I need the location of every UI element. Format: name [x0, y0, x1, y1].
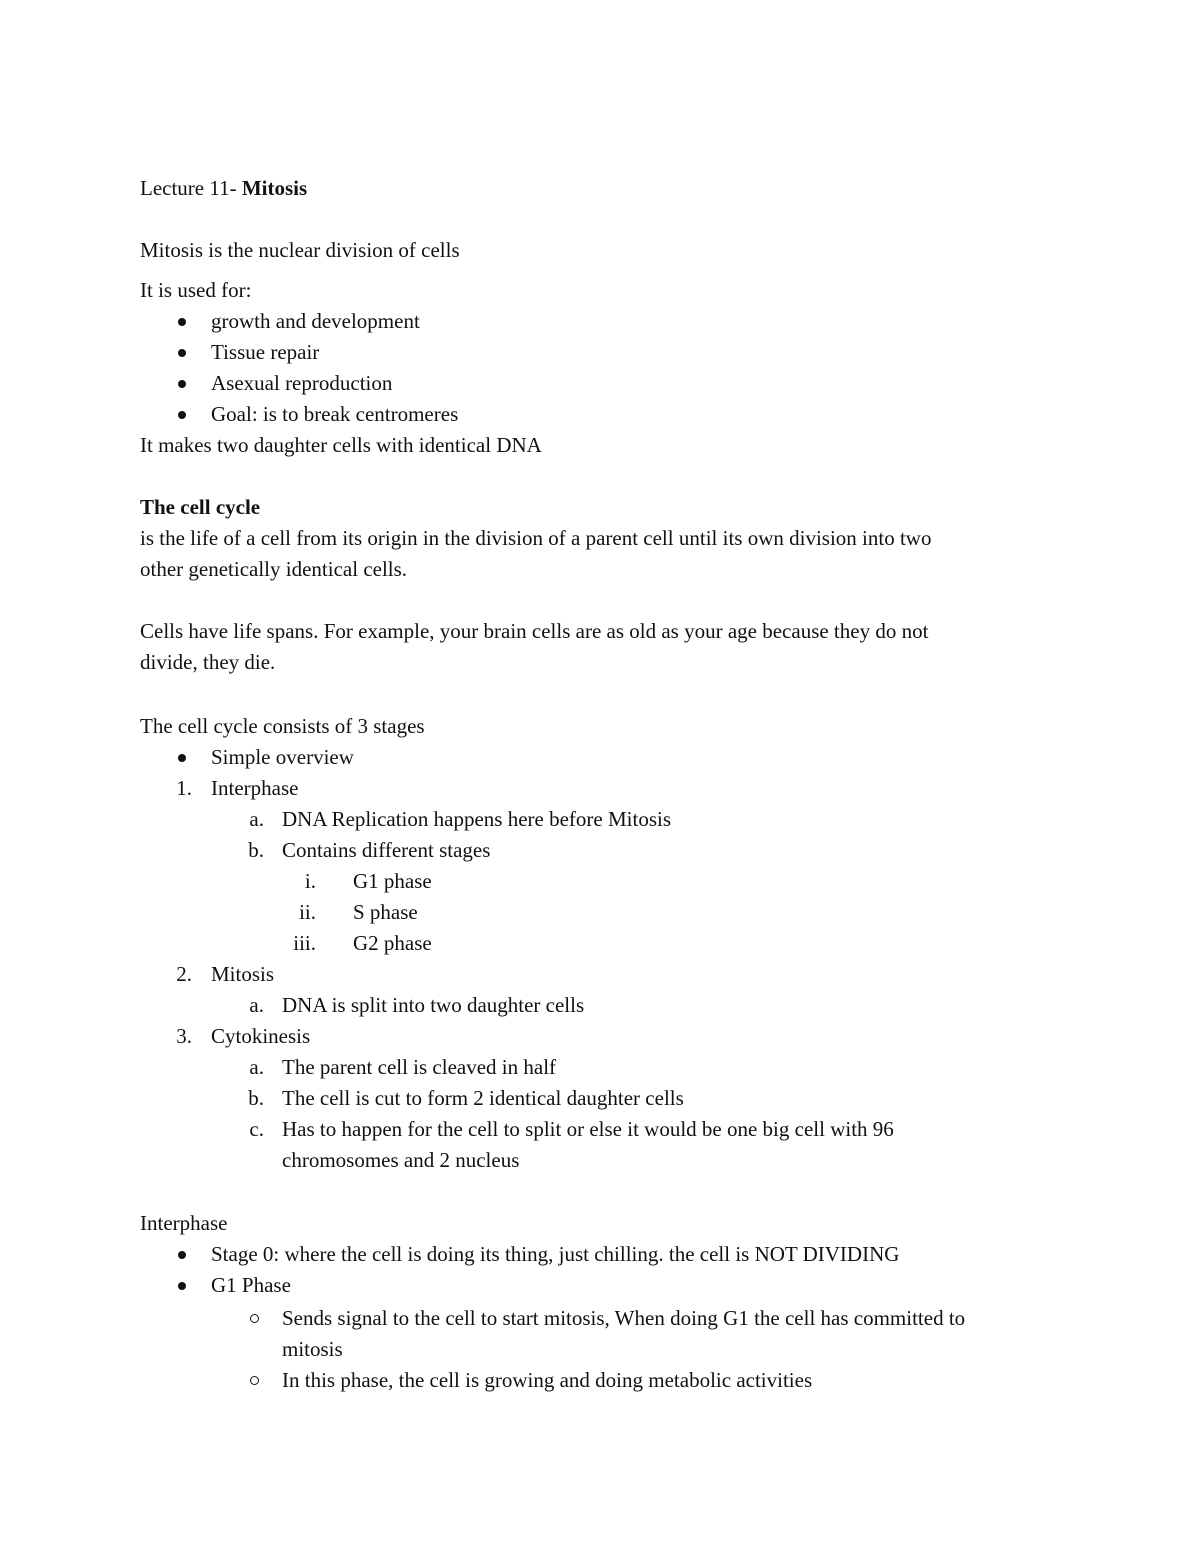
bullet-icon	[178, 411, 186, 419]
bullet-icon	[178, 1282, 186, 1290]
list-roman: i.	[304, 869, 316, 893]
list-item-text: Sends signal to the cell to start mitosis, When doing G1 the cell has committed to	[282, 1306, 966, 1330]
list-item-text: The parent cell is cleaved in half	[282, 1055, 557, 1079]
list-item-text: Contains different stages	[282, 838, 491, 862]
list-number: 3.	[176, 1024, 192, 1048]
bullet-icon	[178, 349, 186, 357]
list-item-text: Interphase	[211, 776, 299, 800]
cell-cycle-definition-line: is the life of a cell from its origin in the division of a parent cell until its own division into two	[140, 526, 932, 550]
list-item-text: G2 phase	[353, 931, 432, 955]
bullet-icon	[178, 1251, 186, 1259]
list-number: 1.	[176, 776, 192, 800]
list-item-text: Has to happen for the cell to split or else it would be one big cell with 96	[282, 1117, 894, 1141]
list-item-text: growth and development	[211, 309, 420, 333]
list-item-text: G1 phase	[353, 869, 432, 893]
list-item-text: S phase	[353, 900, 418, 924]
list-roman: iii.	[293, 931, 316, 955]
bullet-icon	[178, 754, 186, 762]
list-item-text: chromosomes and 2 nucleus	[282, 1148, 520, 1172]
list-item-text: G1 Phase	[211, 1273, 291, 1297]
list-item-text: In this phase, the cell is growing and doing metabolic activities	[282, 1368, 813, 1392]
list-letter: b.	[248, 1086, 264, 1110]
list-item-text: Asexual reproduction	[211, 371, 393, 395]
stages-label: The cell cycle consists of 3 stages	[140, 714, 425, 738]
list-roman: ii.	[299, 900, 316, 924]
lifespan-line: Cells have life spans. For example, your brain cells are as old as your age because they do not	[140, 619, 929, 643]
bullet-icon	[178, 380, 186, 388]
document-title	[140, 175, 307, 201]
hollow-bullet-icon	[250, 1376, 259, 1385]
list-letter: a.	[249, 807, 264, 831]
cell-cycle-definition-line: other genetically identical cells.	[140, 557, 408, 581]
list-item-text: Cytokinesis	[211, 1024, 311, 1048]
list-letter: a.	[249, 1055, 264, 1079]
section-heading-cell-cycle: The cell cycle	[140, 495, 261, 519]
list-item-text: Simple overview	[211, 745, 354, 769]
hollow-bullet-icon	[250, 1314, 259, 1323]
list-letter: a.	[249, 993, 264, 1017]
list-number: 2.	[176, 962, 192, 986]
mitosis-result: It makes two daughter cells with identical DNA	[140, 433, 542, 457]
list-item-text: The cell is cut to form 2 identical daughter cells	[282, 1086, 684, 1110]
list-item-text: Tissue repair	[211, 340, 320, 364]
list-item-text: Stage 0: where the cell is doing its thing, just chilling. the cell is NOT DIVIDING	[211, 1242, 900, 1266]
list-letter: c.	[249, 1117, 264, 1141]
list-item-text: DNA is split into two daughter cells	[282, 993, 585, 1017]
lifespan-line: divide, they die.	[140, 650, 276, 674]
title-bold: Mitosis	[241, 176, 308, 200]
used-for-label: It is used for:	[140, 278, 252, 302]
section-heading-interphase: Interphase	[140, 1211, 228, 1235]
list-item-text: Goal: is to break centromeres	[211, 402, 459, 426]
list-letter: b.	[248, 838, 264, 862]
list-item-text: Mitosis	[211, 962, 275, 986]
list-item-text: DNA Replication happens here before Mitosis	[282, 807, 671, 831]
bullet-icon	[178, 318, 186, 326]
title-prefix: Lecture 11-	[140, 176, 242, 200]
list-item-text: mitosis	[282, 1337, 343, 1361]
mitosis-definition: Mitosis is the nuclear division of cells	[140, 238, 460, 262]
